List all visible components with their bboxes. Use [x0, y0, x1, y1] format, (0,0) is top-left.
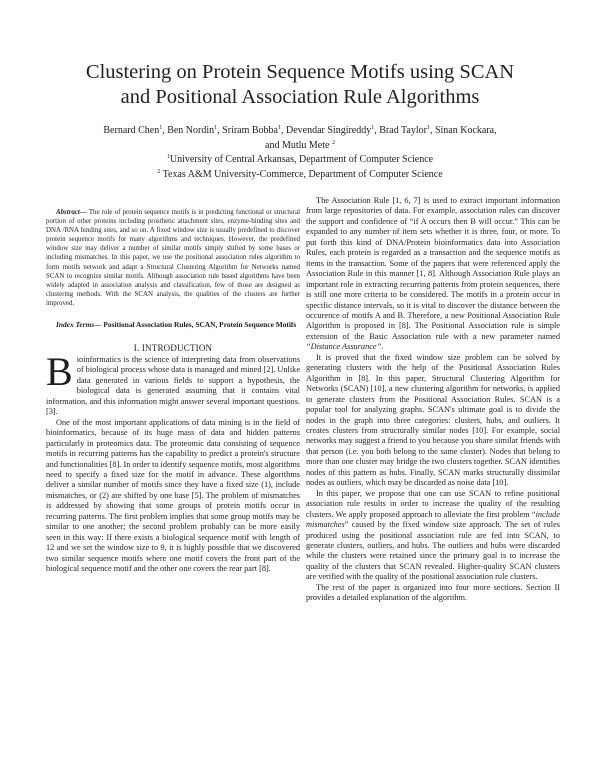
author-name: Devendar Singireddy	[285, 125, 372, 136]
paragraph-text: .	[381, 342, 384, 352]
author-list-line-2	[40, 139, 560, 154]
abstract-dash: —	[79, 209, 89, 216]
conjunction: and	[265, 139, 282, 151]
intro-paragraph-1-text: ioinformatics is the science of interpreting data from observations of biological process whose data is managed and mined [2]. Unlike data generated in various fields to support a hypothesis, the biological data is generated assuming that it contains vital information, and this information might answer several important questions. [3].	[46, 354, 300, 417]
intro-paragraph-2: One of the most important applications of data mining is in the field of bioinformatics, because of its huge mass of data and hidden patterns particularly in proteomics data. The proteomic data consisting of sequence motifs in recurring patterns has the capability to predict a protein's structure and functionalities [8]. In order to identify sequence motifs, most algorithms need to specify a fixed size for the motif in advance. These algorithms deliver a similar number of motifs since they have a fixed size (1), include mismatches, or (2) are shifted by one base [5]. The problem of mismatches is addressed by showing that some groups of protein motifs occur in recurring patterns. The first problem implies that some group motifs may be similar to one another; the second problem probably can be more easily seen in this way: If there exists a biological sequence motif with length of 12 and we set the window size to 9, it is highly possible that we discovered two similar sequence motifs where one motif covers the front part of the biological sequence motif and the other one covers the rear part [8].	[46, 417, 300, 574]
author-name: Sriram Bobba	[222, 125, 278, 136]
left-column	[46, 208, 300, 575]
title-line-1: Clustering on Protein Sequence Motifs using SCAN	[85, 61, 515, 83]
affiliation-mark: 1	[159, 125, 163, 131]
drop-cap: B	[46, 348, 73, 394]
body-paragraph-association-rule	[306, 196, 560, 353]
author-name: Ben Nordin	[167, 125, 215, 136]
paper-title	[30, 60, 570, 110]
paragraph-text: The Association Rule [1, 6, 7] is used to extract important information from large repositories of data. For example, association rules can discover the support and confidence of “if A occurs then B will occur.” This can be expanded to any number of item sets whether it is three, four, or more. To put forth this kind of DNA/Protein bioinformatics data into Association Rules, each protein is regarded as a transaction and the sequence motifs as items in the transaction. Some of the papers that were referenced apply the Association Rule in this manner [1, 8]. Although Association Rule plays an important role in extracting recurring patterns from protein sequences, there is still one more criteria to be considered. The motifs in a protein occur in specific distance intervals, so it is vital to discover the distance between the occurence of motifs A and B. Therefore, a new Positional Association Rule Algorithm is proposed in [8]. The Positional Association rule is simple extension of the Basic Association rule with a new parameter named	[306, 196, 560, 341]
body-paragraph-organization: The rest of the paper is organized into four more sections. Section II provides a detailed explanation of the algorithm.	[306, 582, 560, 603]
affiliation-text: Texas A&M University-Commerce, Department of Computer Science	[160, 168, 443, 180]
index-terms-dash: —	[94, 320, 104, 330]
index-terms	[46, 320, 300, 330]
index-terms-label: Index Terms	[56, 320, 95, 330]
abstract-label: Abstract	[56, 209, 80, 216]
paragraph-text: ” caused by the fixed window size approach. The set of rules produced using the positional association rule are fed into SCAN, to generate clusters, outliers, and hubs. The outliers and hubs were discarded while the clusters were retained since the primary goal is to increase the quality of the clusters that SCAN revealed. Higher-quality SCAN clusters are verified with the quality of the positional association rule clusters.	[306, 520, 560, 582]
section-heading-introduction: I. INTRODUCTION	[133, 342, 213, 353]
author-name: Brad Taylor	[379, 125, 427, 136]
affiliation-mark: 1	[277, 125, 281, 131]
body-paragraph-proposal	[306, 489, 560, 583]
affiliation-mark: 1	[371, 125, 375, 131]
abstract	[46, 208, 300, 308]
author-list-line-1: Bernard Chen$^1$, Ben Nordin$^1$, Sriram Bobba$^1$, Devendar Singireddy$^1$, Brad Taylor$^1$, Sinan Kockara,	[103, 125, 497, 136]
author-name: Bernard Chen	[103, 125, 160, 136]
emphasis-text: “Distance Assurance”	[306, 342, 382, 352]
author-name: Mutlu Mete	[281, 139, 330, 151]
affiliation-mark: 1	[214, 125, 218, 131]
affiliation-mark: 1	[426, 125, 430, 131]
affiliation-mark: 2	[331, 139, 335, 146]
abstract-text: The role of protein sequence motifs is in predicting functional or structural portion of other proteins including prosthetic attachment sites, enzyme-binding sites and DNA /RNA binding sites, and so on. A fixed window size is usually predefined to discover protein sequence motifs for many algorithms and techniques. However, the predefined window size may deliver a number of similar motifs simply shifted by some bases or including mismatches. In this paper, we use the positional association rules algorithm to form motifs network and adapt a Structural Clustering Algorithm for Networks named SCAN to recognize similar motifs. Although association rule based algorithms have been widely adapted in association analysis and classification, few of those are designed as clustering methods. With the SCAN analysis, the qualities of the clusters are further improved.	[46, 209, 300, 307]
author-name: Sinan Kockara	[434, 125, 495, 136]
paragraph-text: In this paper, we propose that one can use SCAN to refine positional association rule results in order to increase the quality of the resulting clusters. We apply proposed approach to alleviate the first problem “	[306, 488, 560, 519]
title-line-2: and Positional Association Rule Algorithms	[120, 86, 480, 108]
right-column	[306, 196, 560, 604]
affiliation-mark: 2	[157, 168, 161, 175]
affiliation-2	[40, 168, 560, 183]
affiliation-mark: 1	[166, 154, 170, 160]
author-block	[40, 124, 560, 182]
emphasis-text: include mismatches	[306, 509, 560, 530]
affiliation-text: University of Central Arkansas, Department of Computer Science	[169, 154, 434, 165]
intro-paragraph-1	[46, 348, 300, 418]
affiliation-1	[40, 153, 560, 168]
index-terms-text: Positional Association Rules, SCAN, Protein Sequence Motifs	[103, 320, 297, 330]
body-paragraph-scan: It is proved that the fixed window size problem can be solved by generating clusters with the help of the Positional Association Rules Algorithm in [8]. In this paper, Structural Clustering Algorithm for Networks (SCAN) [10], a new clustering algorithm for networks, is applied to generate clusters from the Positional Association Rules. SCAN is a popular tool for analyzing graphs. SCAN's ultimate goal is to divide the nodes in the graph into three categories: clusters, hubs, and outliers. It creates clusters from structurally similar nodes [10]. For example, social networks may suggest a friend to you because you share similar friends with that person (i.e. you both belong to the same cluster). Nodes that belong to more than one cluster may bridge the two clusters together. SCAN identifies nodes of this pattern as hubs. Finally, SCAN marks structurally dissimilar nodes as outliers, which may be discarded as noise data [10].	[306, 352, 560, 488]
